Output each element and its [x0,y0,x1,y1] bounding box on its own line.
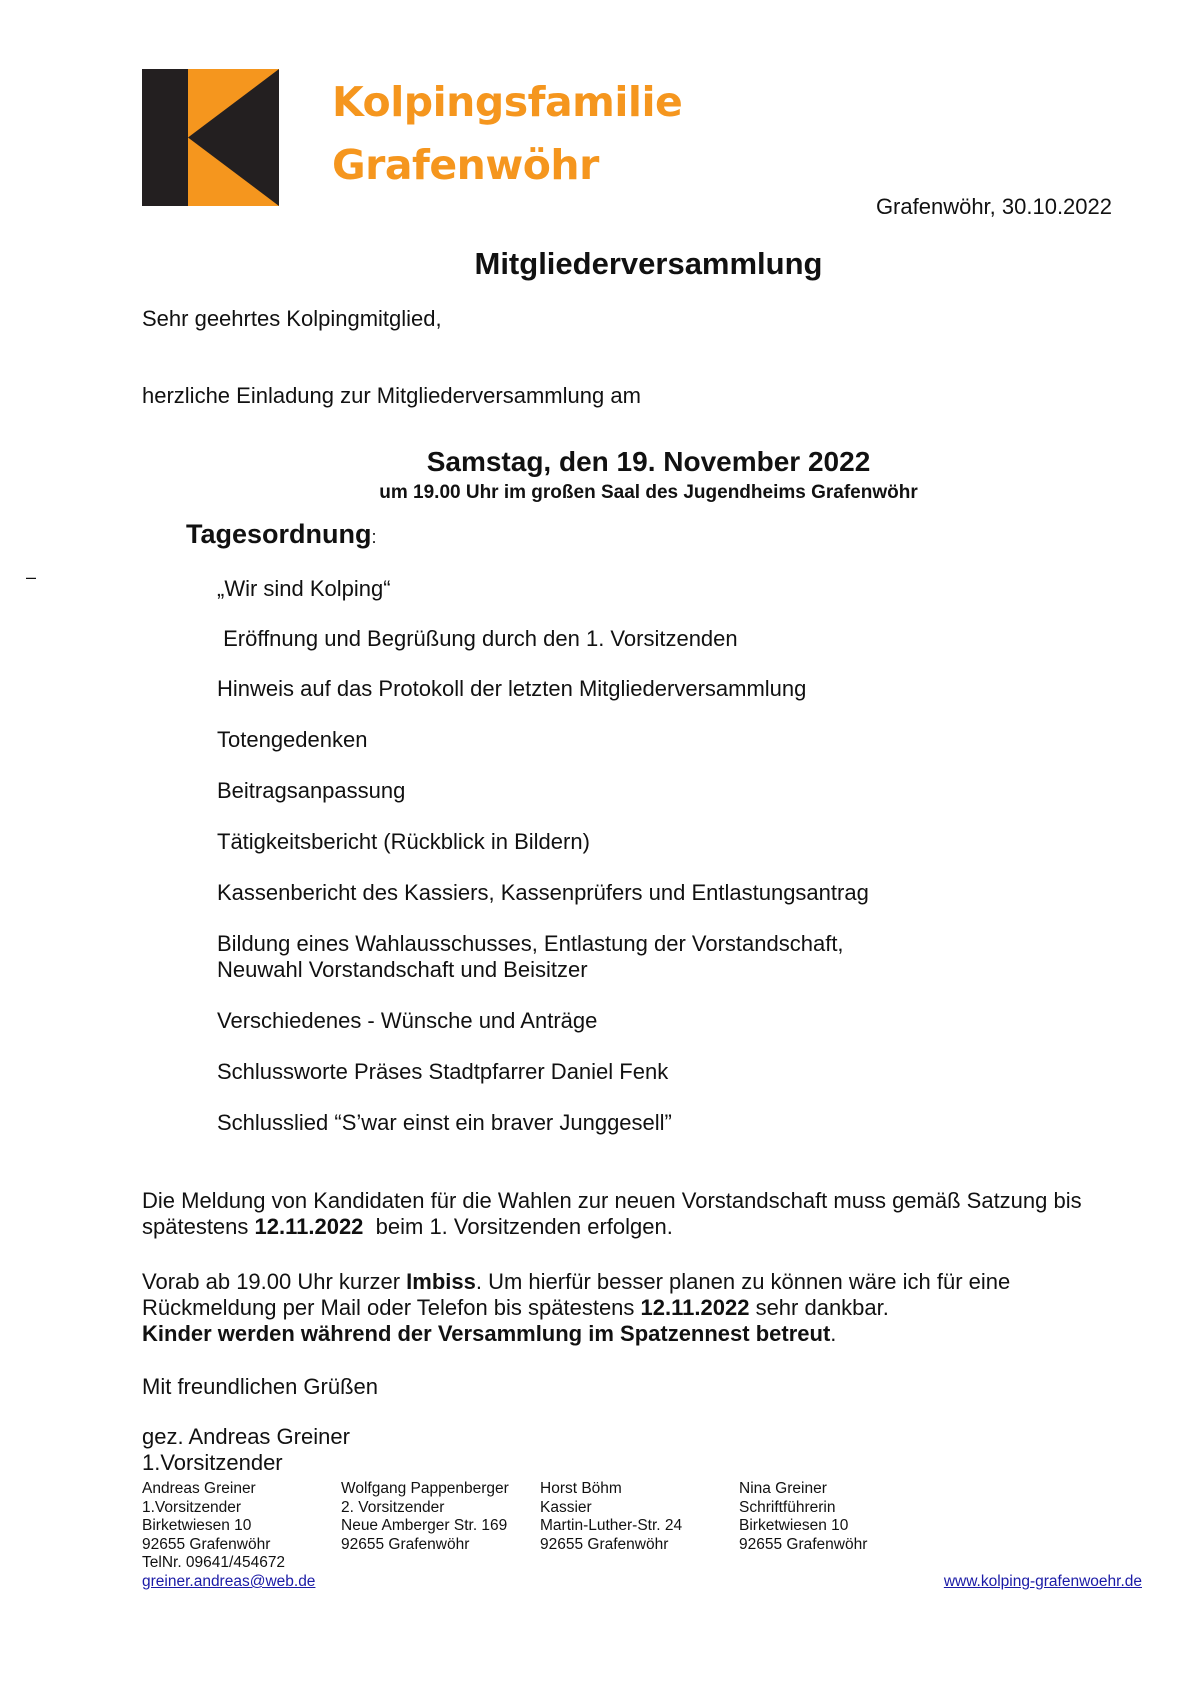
snack-text: Rückmeldung per Mail oder Telefon bis spätestens [142,1295,641,1320]
agenda-heading-label: Tagesordnung [186,519,372,549]
agenda-item-text: Bildung eines Wahlausschusses, Entlastung der Vorstandschaft, [217,931,844,956]
contact-line: Birketwiesen 10 [142,1517,252,1535]
agenda-item-text: Hinweis auf das Protokoll der letzten Mitgliederversammlung [217,676,807,701]
agenda-item-text: Eröffnung und Begrüßung durch den 1. Vorsitzenden [217,626,738,651]
contact-line: 2. Vorsitzender [341,1498,445,1516]
agenda-item-text: Neuwahl Vorstandschaft und Beisitzer [217,957,588,982]
snack-paragraph [142,1269,1010,1347]
candidates-line-2 [142,1214,1082,1240]
invitation-text: herzliche Einladung zur Mitgliederversammlung am [142,383,641,408]
contact-line: 92655 Grafenwöhr [739,1535,868,1553]
website-link[interactable]: www.kolping-grafenwoehr.de [943,1573,1142,1590]
snack-keyword: Imbiss [406,1269,476,1294]
closing-greeting: Mit freundlichen Grüßen [142,1374,378,1399]
snack-deadline: 12.11.2022 [640,1295,750,1320]
candidates-text: spätestens [142,1214,255,1239]
agenda-item-text: „Wir sind Kolping“ [217,576,391,601]
margin-dash: – [26,567,37,587]
event-time-location: um 19.00 Uhr im großen Saal des Jugendheims Grafenwöhr [379,482,918,503]
agenda-item-text: Schlusslied “S’war einst ein braver Junggesell” [217,1110,672,1135]
brand-name-line1: Kolpingsfamilie [332,78,683,126]
salutation: Sehr geehrtes Kolpingmitglied, [142,306,442,331]
agenda-item-text: Kassenbericht des Kassiers, Kassenprüfers und Entlastungsantrag [217,880,869,905]
candidates-text-end: beim 1. Vorsitzenden erfolgen. [363,1214,673,1239]
footer-contact-treasurer [540,1480,682,1554]
signature [142,1424,350,1476]
footer-contact-vice-chairman [341,1480,509,1554]
candidates-deadline: 12.11.2022 [254,1214,364,1239]
agenda-heading [186,519,377,550]
contact-line: 92655 Grafenwöhr [341,1535,470,1553]
contact-line: Horst Böhm [540,1480,622,1497]
snack-line-2 [142,1295,1010,1321]
snack-text-end: . Um hierfür besser planen zu können wäre ich für eine [475,1269,1011,1294]
contact-line: Andreas Greiner [142,1480,256,1497]
contact-line: 92655 Grafenwöhr [540,1535,669,1553]
children-line [142,1321,1010,1347]
agenda-item-text: Totengedenken [217,727,368,752]
signature-name: gez. Andreas Greiner [142,1424,350,1449]
signature-role: 1.Vorsitzender [142,1450,283,1475]
snack-line-1 [142,1269,1010,1295]
footer-contact-secretary [739,1480,867,1554]
children-care-period: . [830,1321,837,1346]
contact-line: Neue Amberger Str. 169 [341,1517,508,1535]
contact-line: 92655 Grafenwöhr [142,1535,271,1553]
letter-date: Grafenwöhr, 30.10.2022 [875,194,1112,219]
contact-line: Schriftführerin [739,1498,836,1516]
contact-line: Nina Greiner [739,1480,827,1497]
children-care-note: Kinder werden während der Versammlung im Spatzennest betreut [142,1321,831,1346]
candidates-line-1: Die Meldung von Kandidaten für die Wahlen zur neuen Vorstandschaft muss gemäß Satzung bis [142,1188,1082,1213]
contact-line: Birketwiesen 10 [739,1517,849,1535]
contact-line: Martin-Luther-Str. 24 [540,1517,683,1535]
page-title: Mitgliederversammlung [474,246,823,281]
event-date: Samstag, den 19. November 2022 [426,446,871,477]
kolping-logo-icon [142,69,279,206]
contact-line: Kassier [540,1498,592,1516]
brand-name-line2: Grafenwöhr [332,141,599,189]
footer-contact-chairman [142,1480,285,1573]
agenda-item-text: Verschiedenes - Wünsche und Anträge [217,1008,598,1033]
agenda-item-text: Tätigkeitsbericht (Rückblick in Bildern) [217,829,590,854]
snack-text: Vorab ab 19.00 Uhr kurzer [142,1269,407,1294]
contact-line: Wolfgang Pappenberger [341,1480,509,1497]
contact-line: 1.Vorsitzender [142,1498,242,1516]
agenda-item-text: Schlussworte Präses Stadtpfarrer Daniel Fenk [217,1059,669,1084]
candidates-paragraph [142,1188,1082,1240]
agenda-heading-colon: : [371,527,377,547]
agenda-item-text: Beitragsanpassung [217,778,406,803]
email-link[interactable]: greiner.andreas@web.de [142,1573,316,1590]
contact-line: TelNr. 09641/454672 [142,1554,286,1572]
snack-text-end: sehr dankbar. [749,1295,889,1320]
